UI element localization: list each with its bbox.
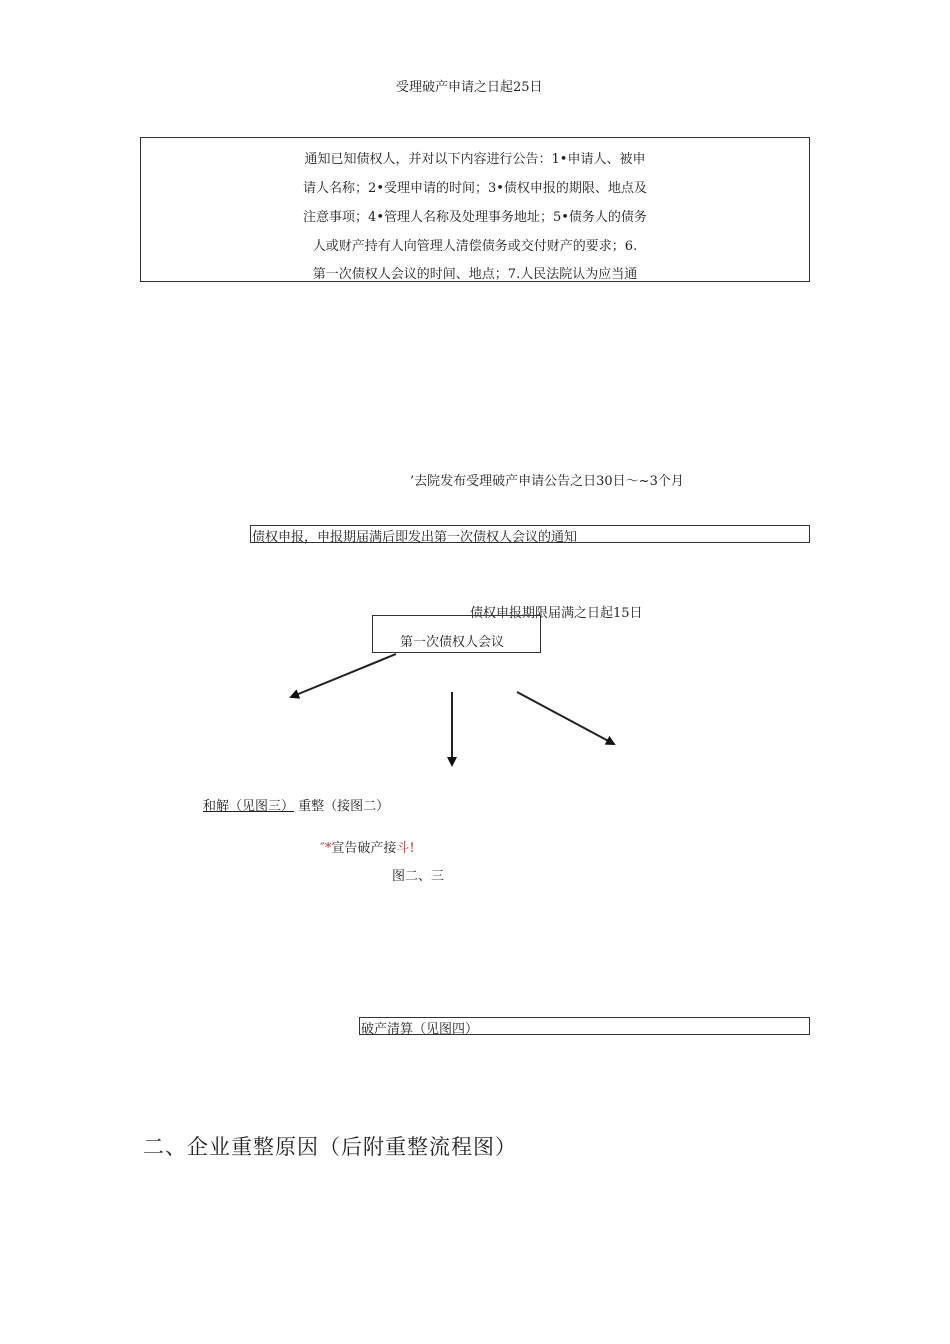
liquidation-box-label: 破产清算（见图四） <box>361 1022 479 1037</box>
settlement-label: 和解（见图三） <box>203 799 295 814</box>
section-heading: 二、企业重整原因（后附重整流程图） <box>143 1135 517 1159</box>
first-meeting-box <box>372 615 541 653</box>
outcome-labels <box>203 795 389 814</box>
arrow-to-bankruptcy <box>517 692 614 744</box>
step2-timing: ’去院发布受理破产申请公告之日30日〜~3个月 <box>410 474 684 489</box>
declare-bankruptcy-label <box>320 837 415 856</box>
arrow-to-settlement <box>291 654 396 697</box>
liquidation-box <box>359 1017 810 1035</box>
step3-timing: 债权申报期限届满之日起15日 <box>470 606 643 621</box>
notice-line: 第一次债权人会议的时间、地点；7.人民法院认为应当通 <box>312 267 638 282</box>
notice-line: 注意事项；4•管理人名称及处理事务地址；5•债务人的债务 <box>303 210 647 225</box>
declare-prefix: ″* <box>320 841 332 856</box>
claims-box-label: 债权申报，申报期届满后即发出第一次债权人会议的通知 <box>252 530 578 545</box>
step1-timing: 受理破产申请之日起25日 <box>396 80 543 95</box>
declare-text: 宣告破产接 <box>331 841 397 856</box>
notice-line: 通知已知债权人，并对以下内容进行公告：1•申请人、被申 <box>304 152 646 167</box>
figure-ref: 图二、三 <box>392 869 445 884</box>
notice-line: 请人名称；2•受理申请的时间；3•债权申报的期限、地点及 <box>303 181 647 196</box>
first-meeting-label: 第一次债权人会议 <box>400 635 505 650</box>
reorganization-label: 重整（接图二） <box>298 799 390 814</box>
claims-box <box>250 525 810 543</box>
notice-line: 人或财产持有人向管理人清偿债务或交付财产的要求；6. <box>312 239 638 254</box>
notice-box <box>140 137 810 282</box>
declare-suffix: 斗! <box>396 841 415 856</box>
